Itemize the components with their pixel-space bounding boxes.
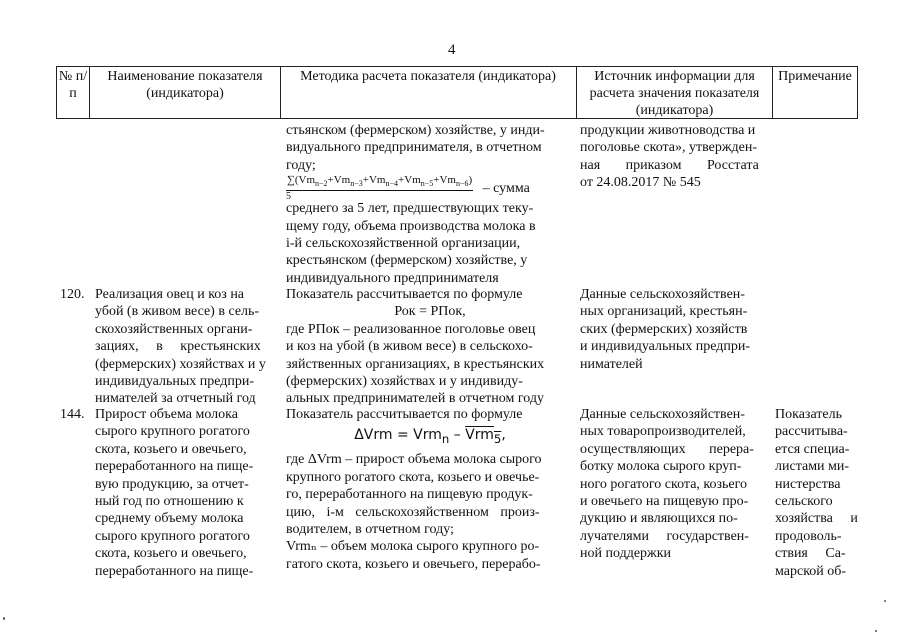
row144-note: Показатель рассчитыва- ется специа- листами ми- нистерства сельского хозяйства и продоволь- ствия Са- марской об- <box>775 407 858 579</box>
row120-formula: Рок = РПок, <box>394 304 466 320</box>
table-left-border <box>56 66 57 119</box>
sum-fraction-line: $\frac{\sum(Vm_{n-2}+Vm_{n-3}+Vm_{n-4}+Vm_{n-5}+Vm_{n-6})}{5}$ – сумма <box>286 174 530 203</box>
avg-volume-overline: Vrm$_5$ <box>465 427 502 447</box>
row120-method: Показатель рассчитывается по формуле Рок = РПок, где РПок – реализованное поголовье овец и коз на убой (в живом весе) в сельскохо- зяйственных организациях, в крестьянских (фермерских) хозяйствах и у индивиду- альных предпринимателей в отчетном году <box>286 286 574 408</box>
header-name: Наименование показателя (индикатора) <box>107 69 263 101</box>
row144-num: 144. <box>60 407 85 422</box>
header-method: Методика расчета показателя (индикатора) <box>300 69 556 84</box>
scan-speck <box>3 617 5 620</box>
table-top-border <box>56 66 858 67</box>
col-divider-2 <box>280 66 281 119</box>
header-source: Источник информации для расчета значения показателя (индикатора) <box>589 69 760 118</box>
page-number: 4 <box>448 42 456 58</box>
row144-formula: ΔVrm = Vrm$_n$ – Vrm$_5$, <box>354 427 506 447</box>
row144-source: Данные сельскохозяйствен- ных товаропроизводителей, осуществляющих перера- ботку молока сырого круп- ного рогатого скота, козьего и овечьего на пищевую про- дукцию и являющихся по- лучателями государствен- ной поддержки <box>580 407 754 562</box>
scan-speck <box>875 630 877 632</box>
table-right-border <box>857 66 858 119</box>
scan-speck <box>884 600 886 602</box>
header-num: № п/п <box>58 69 88 101</box>
row120-num: 120. <box>60 287 85 302</box>
row144-name: Прирост объема молока сырого крупного рогатого скота, козьего и овечьего, переработанного на пище- вую продукцию, за отчет- ный год по отношению к среднему объему молока сырого крупного рогатого скота, козьего и овечьего, переработанного на пище- <box>95 407 254 579</box>
row144-method: Показатель рассчитывается по формуле ΔVrm = Vrm$_n$ – Vrm$_5$, где ΔVrm – прирост объема молока сырого крупного рогатого скота, козьего и овечье- го, переработанного на пищевую продук- цию, i-м сельскохозяйственном произ- водителем, в отчетном году; Vrmₙ – объем молока сырого крупного ро- гатого скота, козьего и овечьего, перерабо- <box>286 406 574 573</box>
header-note: Примечание <box>778 69 852 84</box>
row120-name: Реализация овец и коз на убой (в живом весе) в сель- скохозяйственных органи- зациях, в крестьянских (фермерских) хозяйствах и у индивидуальных предпри- нимателей за отчетный год <box>95 287 266 407</box>
col-divider-3 <box>576 66 577 119</box>
row120-source: Данные сельскохозяйствен- ных организаций, крестьян- ских (фермерских) хозяйств и индивидуальных предпри- нимателей <box>580 287 751 372</box>
col-divider-1 <box>89 66 90 119</box>
cont-source-cell: продукции животноводства и поголовье скота», утвержден- ная приказом Росстата от 24.08.2017 № 545 <box>580 123 759 191</box>
sum-fraction: $\frac{\sum(Vm_{n-2}+Vm_{n-3}+Vm_{n-4}+Vm_{n-5}+Vm_{n-6})}{5}$ <box>286 174 473 203</box>
cont-method-cell: стьянском (фермерском) хозяйстве, у инди- видуального предпринимателя, в отчетном году; $\frac{\sum(Vm_{n-2}+Vm_{n-3}+Vm_{n-4}+Vm_{n-5}+Vm_{n-6})}{5}$ – сумма среднего за 5 лет, предшествующих теку- щему году, объема производства молока в i-й сельскохозяйственной организации, крестьянском (фермерском) хозяйстве, у индивидуального предпринимателя <box>286 122 574 287</box>
